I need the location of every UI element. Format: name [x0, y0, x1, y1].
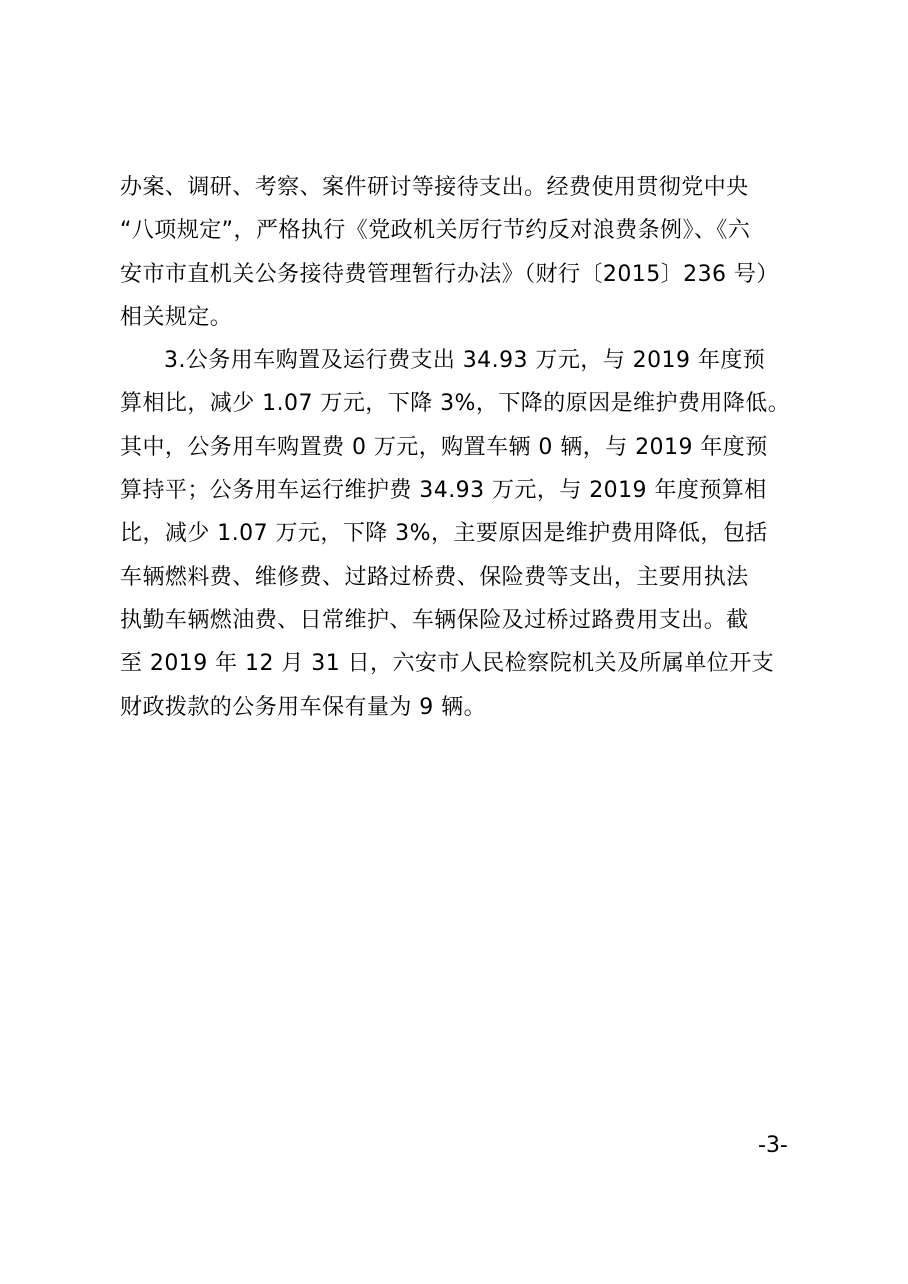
text-line: 比，减少 1.07 万元，下降 3%，主要原因是维护费用降低，包括 — [120, 521, 768, 547]
text-line: 安市市直机关公务接待费管理暂行办法》（财行〔2015〕236 号） — [120, 261, 779, 287]
text-line: 算相比，减少 1.07 万元，下降 3%，下降的原因是维护费用降低。 — [120, 391, 791, 417]
page-number: -3- — [758, 1133, 788, 1158]
text-line: 其中，公务用车购置费 0 万元，购置车辆 0 辆，与 2019 年度预 — [120, 434, 768, 460]
text-line: 3.公务用车购置及运行费支出 34.93 万元，与 2019 年度预 — [164, 348, 766, 374]
text-line: 财政拨款的公务用车保有量为 9 辆。 — [120, 694, 487, 720]
text-line: 算持平；公务用车运行维护费 34.93 万元，与 2019 年度预算相 — [120, 478, 767, 504]
text-line: 办案、调研、考察、案件研讨等接待支出。经费使用贯彻党中央 — [120, 175, 749, 200]
text-line: 执勤车辆燃油费、日常维护、车辆保险及过桥过路费用支出。截 — [120, 607, 749, 633]
text-line: “八项规定”，严格执行《党政机关厉行节约反对浪费条例》、《六 — [120, 218, 751, 244]
paragraph-reception-expenses — [120, 166, 798, 339]
text-line: 至 2019 年 12 月 31 日，六安市人民检察院机关及所属单位开支 — [120, 651, 775, 677]
text-line: 相关规定。 — [120, 304, 233, 330]
paragraph-vehicle-expenses — [120, 339, 798, 729]
text-line: 车辆燃料费、维修费、过路过桥费、保险费等支出，主要用执法 — [120, 564, 749, 590]
document-body — [120, 166, 798, 729]
